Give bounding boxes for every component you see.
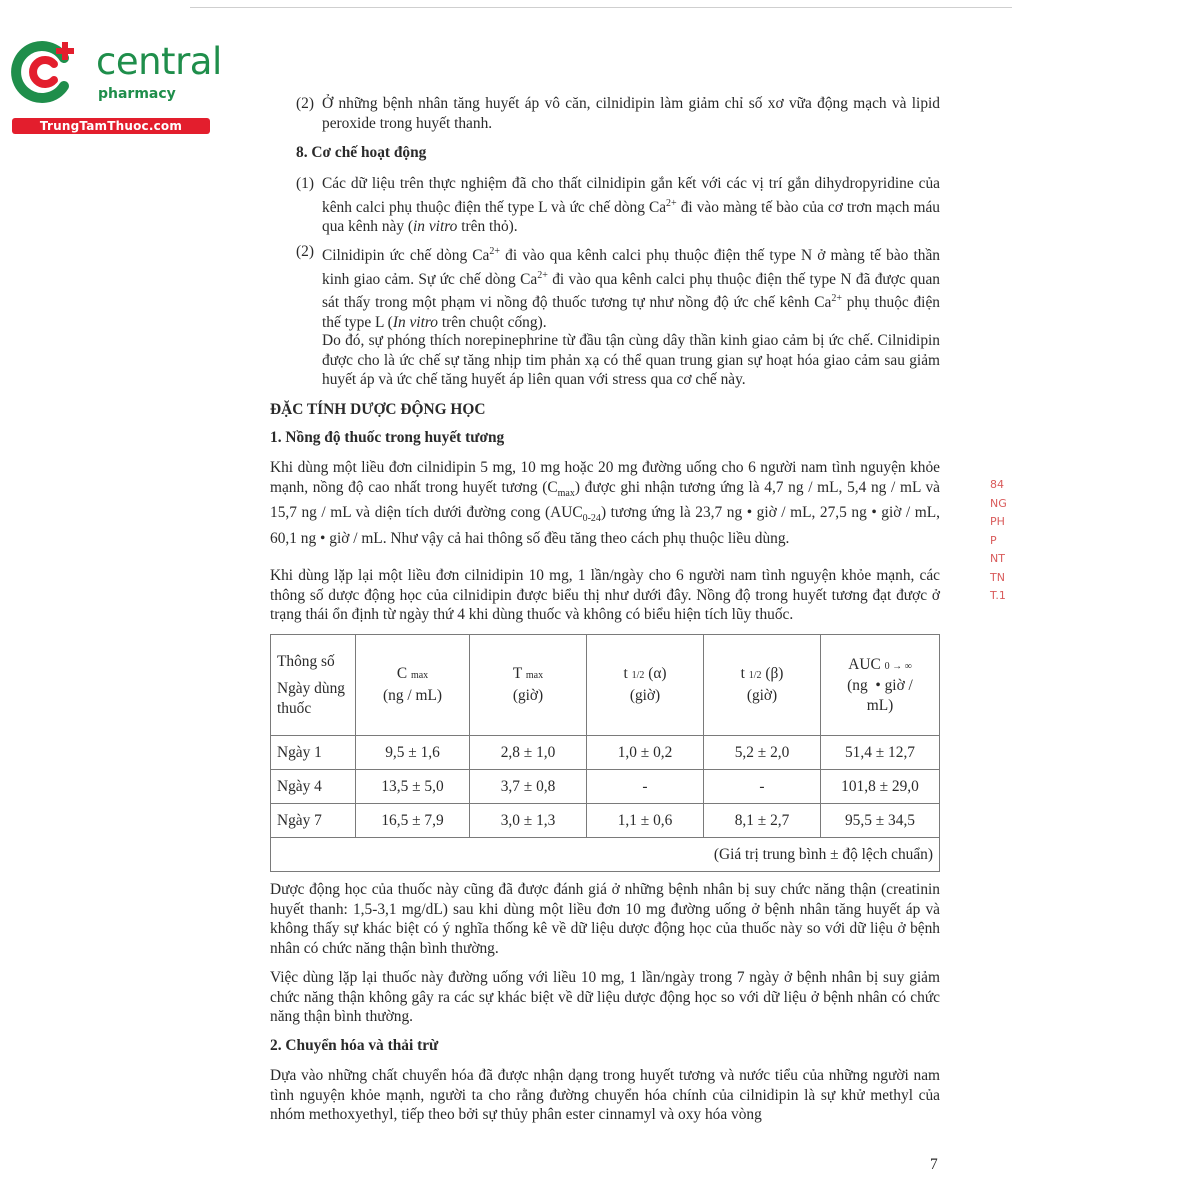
table-row <box>271 770 940 804</box>
pk-paragraph-4: Việc dùng lặp lại thuốc này đường uống với liều 10 mg, 1 lần/ngày trong 7 ngày ở bệnh nhân bị suy giảm chức năng thận không gây ra các sự khác biệt về dữ liệu dược động học so với dữ liệu ở bệnh nhân có chức năng thận bình thường. <box>270 969 940 1026</box>
pk-paragraph-5: Dựa vào những chất chuyển hóa đã được nhận dạng trong huyết tương và nước tiểu của những người nam tình nguyện khỏe mạnh, người ta cho rằng đường chuyển hóa chính của cilnidipin là sự khử methyl của nhóm methoxyethyl, tiếp theo bởi sự thủy phân ester cinnamyl và oxy hóa vòng <box>270 1067 940 1124</box>
logo-website-text: TrungTamThuoc.com <box>12 118 210 134</box>
table-cell: 95,5 ± 34,5 <box>821 804 940 838</box>
pk-paragraph-2: Khi dùng lặp lại một liều đơn cilnidipin 10 mg, 1 lần/ngày cho 6 người nam tình nguyện khỏe mạnh, các thông số dược động học của cilnidipin được biểu thị như dưới đây. Nồng độ trong huyết tương đạt được ở trạng thái ổn định từ ngày thứ 4 khi dùng thuốc và không có biểu hiện tích lũy thuốc. <box>270 567 940 624</box>
pk-paragraph-3: Dược động học của thuốc này cũng đã được đánh giá ở những bệnh nhân bị suy chức năng thận (creatinin huyết thanh: 1,5-3,1 mg/dL) sau khi dùng một liều đơn 10 mg đường uống ở bệnh nhân tăng huyết áp và không thấy sự khác biệt có ý nghĩa thống kê về dữ liệu dược động học của thuốc này so với dữ liệu ở bệnh nhân có chức năng thận bình thường. <box>270 881 940 957</box>
header-thongso: Thông số <box>277 652 335 670</box>
table-cell: 3,0 ± 1,3 <box>470 804 587 838</box>
table-header-cell: t 1/2 (β) (giờ) <box>704 635 821 736</box>
pharmacodynamics-item-2: Ở những bệnh nhân tăng huyết áp vô căn, cilnidipin làm giảm chỉ số xơ vữa động mạch và lipid peroxide trong huyết thanh. <box>322 95 940 132</box>
mechanism-item-1: Các dữ liệu trên thực nghiệm đã cho thất cilnidipin gắn kết với các vị trí gắn dihydropyridine của kênh calci phụ thuộc điện thế type L và ức chế dòng $Ca^{2+}$ đi vào màng tế bào của cơ trơn mạch máu qua kênh này (in vitro trên thỏ). <box>322 175 940 236</box>
table-cell: 51,4 ± 12,7 <box>821 736 940 770</box>
mechanism-item-2: Cilnidipin ức chế dòng $Ca^{2+}$ đi vào qua kênh calci phụ thuộc điện thế type N ở màng tế bào thần kinh giao cảm. Sự ức chế dòng $Ca^{2+}$ đi vào qua kênh calci phụ thuộc điện thế type N đã được quan sát thấy trong một phạm vi nồng độ thuốc tương tự như nồng độ ức chế kênh $Ca^{2+}$ phụ thuộc điện thế type L (In vitro trên chuột cống). <box>322 246 940 332</box>
table-cell: Ngày 7 <box>271 804 356 838</box>
table-cell: 16,5 ± 7,9 <box>356 804 470 838</box>
table-cell: Ngày 4 <box>271 770 356 804</box>
pk-paragraph-1: Khi dùng một liều đơn cilnidipin 5 mg, 10 mg hoặc 20 mg đường uống cho 6 người nam tình nguyện khỏe mạnh, nồng độ cao nhất trong huyết tương $(C_{max})$ được ghi nhận tương ứng là 4,7 ng / mL, 5,4 ng / mL và 15,7 ng / mL và diện tích dưới đường cong $(AUC_{0-24})$ tương ứng là 23,7 ng • giờ / mL, 27,5 ng • giờ / mL, 60,1 ng • giờ / mL. Như vậy cả hai thông số đều tăng theo cách phụ thuộc liều dùng. <box>270 459 940 547</box>
table-cell: Ngày 1 <box>271 736 356 770</box>
table-cell: 13,5 ± 5,0 <box>356 770 470 804</box>
logo-brand-text: central <box>96 40 222 83</box>
table-cell: 1,0 ± 0,2 <box>587 736 704 770</box>
table-cell: 5,2 ± 2,0 <box>704 736 821 770</box>
stamp-line: T.1 <box>990 589 1006 602</box>
table-header-cell <box>271 635 356 736</box>
list-number: (2) <box>296 243 314 260</box>
pk-table <box>270 634 940 872</box>
table-note: (Giá trị trung bình ± độ lệch chuẩn) <box>271 838 940 872</box>
table-cell: 2,8 ± 1,0 <box>470 736 587 770</box>
table-cell: 3,7 ± 0,8 <box>470 770 587 804</box>
central-pharmacy-logo <box>10 36 222 136</box>
table-header-cell: AUC 0 → ∞ (ng • giờ / mL) <box>821 635 940 736</box>
pk-subheading-metabolism: 2. Chuyển hóa và thải trừ <box>270 1037 439 1054</box>
stamp-fragment <box>990 476 1016 628</box>
page-number: 7 <box>930 1156 938 1173</box>
table-cell: - <box>704 770 821 804</box>
section-heading-mechanism: 8. Cơ chế hoạt động <box>296 144 427 161</box>
top-rule <box>190 7 1012 8</box>
table-cell: 8,1 ± 2,7 <box>704 804 821 838</box>
pk-section-heading: ĐẶC TÍNH DƯỢC ĐỘNG HỌC <box>270 401 486 418</box>
pharmacy-cross-icon <box>10 38 82 104</box>
table-header-row <box>271 635 940 736</box>
table-header-cell: T max (giờ) <box>470 635 587 736</box>
table-cell: 1,1 ± 0,6 <box>587 804 704 838</box>
table-note-row <box>271 838 940 872</box>
list-number: (1) <box>296 175 314 192</box>
list-number: (2) <box>296 95 314 112</box>
table-header-cell: t 1/2 (α) (giờ) <box>587 635 704 736</box>
mechanism-paragraph-3: Do đó, sự phóng thích norepinephrine từ đầu tận cùng dây thần kinh giao cảm bị ức chế. Cilnidipin được cho là ức chế sự tăng nhịp tim phản xạ có thể quan trung gian sự hoạt hóa giao cảm sau giảm huyết áp và ức chế tăng huyết áp liên quan với stress qua cơ chế này. <box>322 332 940 389</box>
stamp-line: 84 <box>990 478 1004 491</box>
table-cell: 9,5 ± 1,6 <box>356 736 470 770</box>
table-row <box>271 736 940 770</box>
stamp-line: NG <box>990 496 1007 510</box>
table-row <box>271 804 940 838</box>
stamp-line: TN <box>990 570 1005 584</box>
header-ngay-dung-thuoc: Ngày dùng thuốc <box>277 680 345 717</box>
table-header-cell: C max (ng / mL) <box>356 635 470 736</box>
pk-subheading-plasma: 1. Nồng độ thuốc trong huyết tương <box>270 429 505 446</box>
stamp-line: P <box>990 533 997 547</box>
table-cell: - <box>587 770 704 804</box>
table-cell: 101,8 ± 29,0 <box>821 770 940 804</box>
logo-sub-text: pharmacy <box>98 86 176 102</box>
stamp-line: PH <box>990 515 1005 528</box>
stamp-line: NT <box>990 552 1005 565</box>
